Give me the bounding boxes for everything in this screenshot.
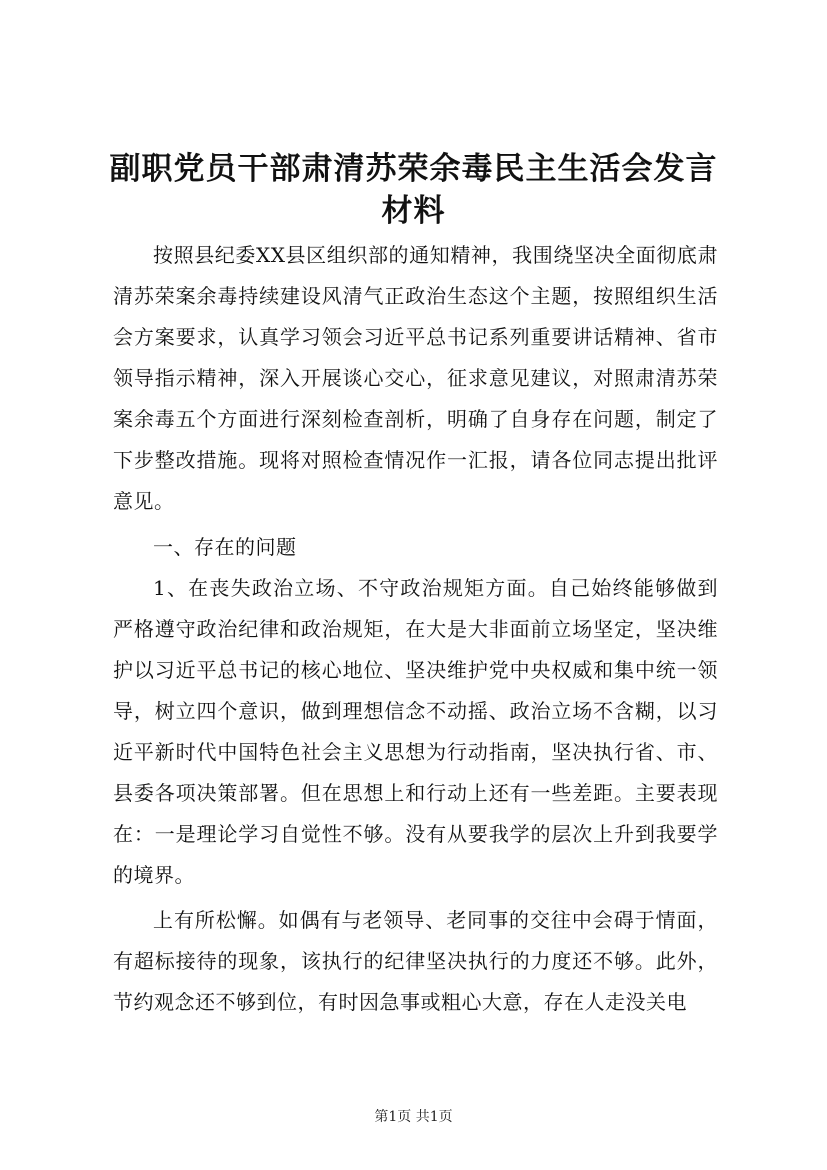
page-number: 第1页 共1页	[374, 1109, 453, 1125]
problem-paragraph-2: 上有所松懈。如偶有与老领导、老同事的交往中会碍于情面，有超标接待的现象，该执行的纪律坚决执行的力度还不够。此外，节约观念还不够到位，有时因急事或粗心大意，存在人走没关电	[113, 908, 718, 1014]
document-title: 副职党员干部肃清苏荣余毒民主生活会发言材料	[109, 151, 718, 229]
problem-paragraph-1: 1、在丧失政治立场、不守政治规矩方面。自己始终能够做到严格遵守政治纪律和政治规矩，在大是大非面前立场坚定，坚决维护以习近平总书记的核心地位、坚决维护党中央权威和集中统一领导，树立四个意识，做到理想信念不动摇、政治立场不含糊，以习近平新时代中国特色社会主义思想为行动指南，坚决执行省、市、县委各项决策部署。但在思想上和行动上还有一些差距。主要表现在：一是理论学习自觉性不够。没有从要我学的层次上升到我要学的境界。	[113, 576, 718, 887]
intro-paragraph: 按照县纪委XX县区组织部的通知精神，我围绕坚决全面彻底肃清苏荣案余毒持续建设风清气正政治生态这个主题，按照组织生活会方案要求，认真学习领会习近平总书记系列重要讲话精神、省市领导指示精神，深入开展谈心交心，征求意见建议，对照肃清苏荣案余毒五个方面进行深刻检查剖析，明确了自身存在问题，制定了下步整改措施。现将对照检查情况作一汇报，请各位同志提出批评意见。	[113, 243, 718, 513]
section-heading: 一、存在的问题	[153, 535, 297, 559]
